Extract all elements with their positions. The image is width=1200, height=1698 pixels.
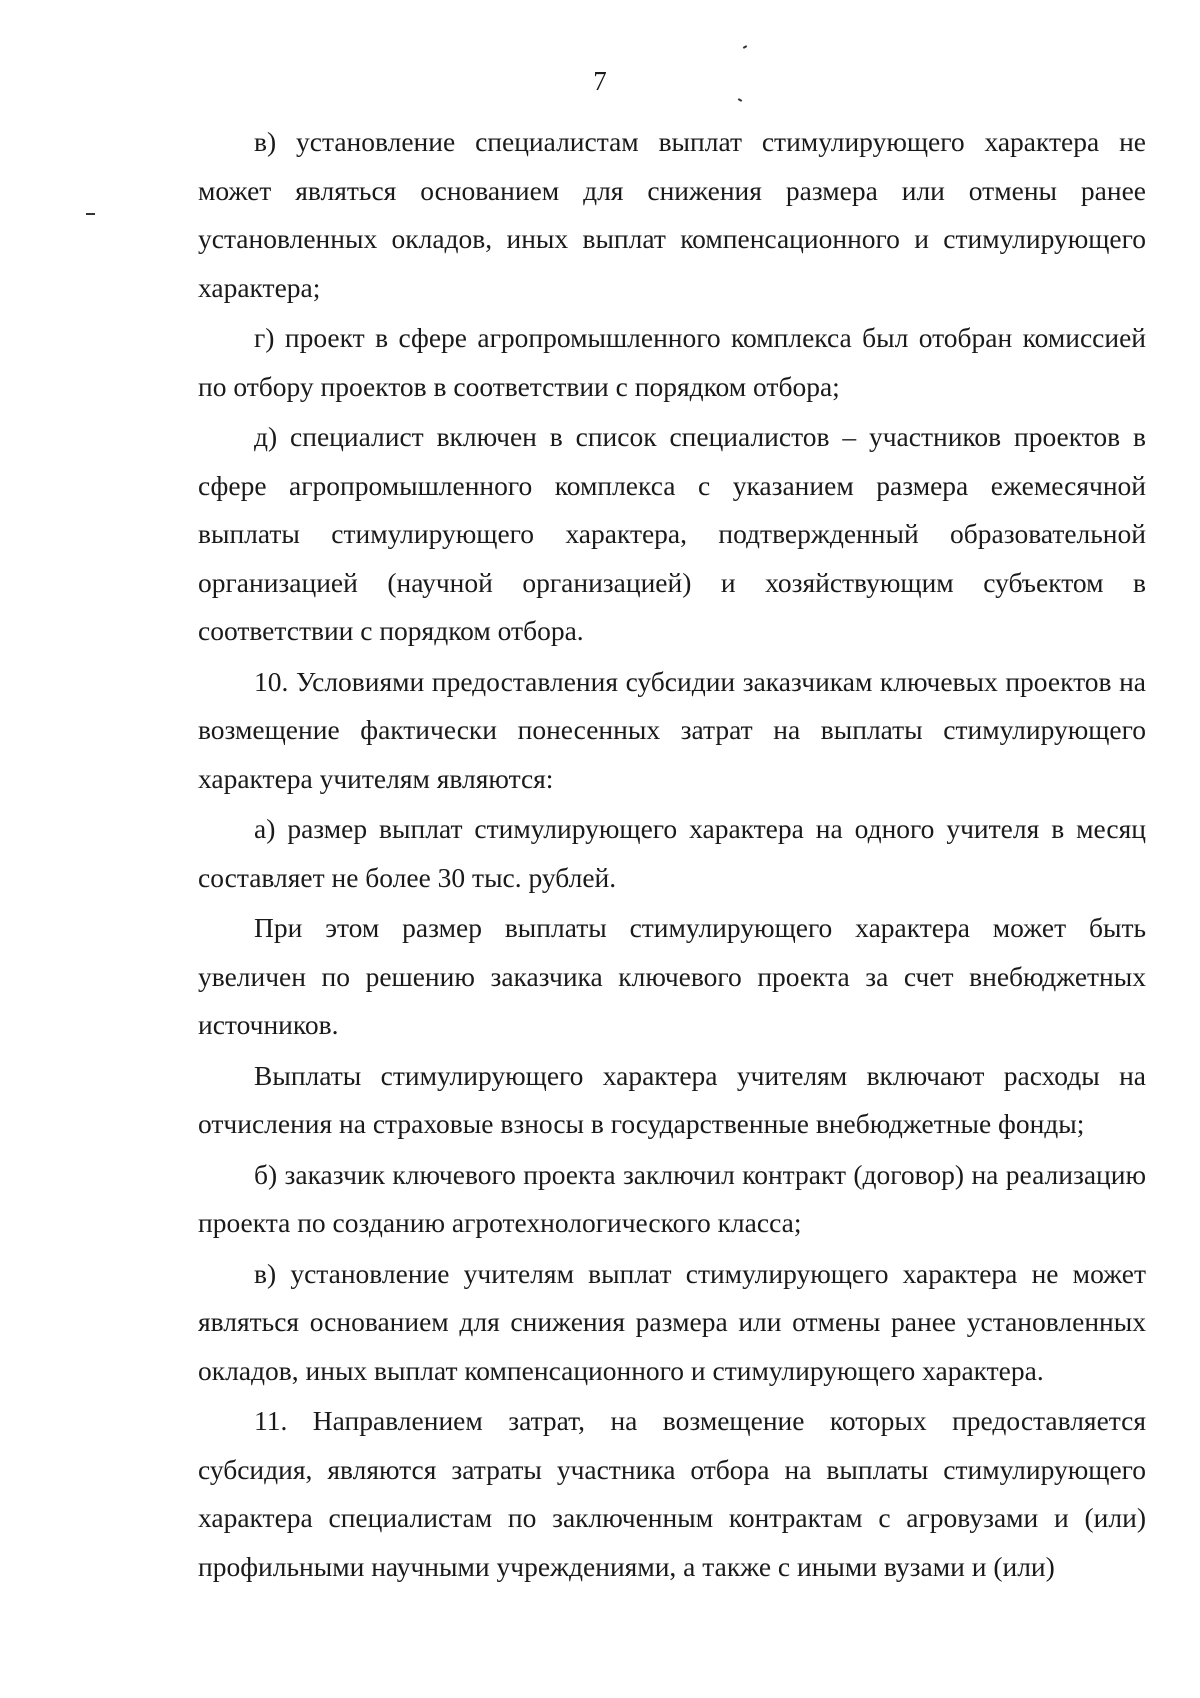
paragraph-payment-increase: При этом размер выплаты стимулирующего характера может быть увеличен по решению заказчика ключевого проекта за счет внебюджетных источников. (198, 912, 1146, 1040)
paragraph-10-conditions: 10. Условиями предоставления субсидии заказчикам ключевых проектов на возмещение фактически понесенных затрат на выплаты стимулирующего характера учителям являются: (198, 665, 1146, 794)
paragraph-d-specialist-list: д) специалист включен в список специалистов – участников проектов в сфере агропромышленного комплекса с указанием размера ежемесячной выплаты стимулирующего характера, подтвержденный образовательной организацией (научной организацией) и хозяйствующим субъектом в соответствии с порядком отбора. (198, 421, 1146, 646)
paragraph-insurance-contributions: Выплаты стимулирующего характера учителям включают расходы на отчисления на страховые взносы в государственные внебюджетные фонды; (198, 1059, 1146, 1139)
paragraph-b-contract: б) заказчик ключевого проекта заключил контракт (договор) на реализацию проекта по созданию агротехнологического класса; (198, 1158, 1146, 1238)
paragraph-11-cost-direction: 11. Направлением затрат, на возмещение которых предоставляется субсидия, являются затраты участника отбора на выплаты стимулирующего характера специалистам по заключенным контрактам с агровузами и (или) профильными научными учреждениями, а также с иными вузами и (или) (198, 1405, 1146, 1582)
document-body (198, 118, 1146, 1591)
scan-mark (86, 213, 95, 215)
paragraph-v-specialists: в) установление специалистам выплат стимулирующего характера не может являться основанием для снижения размера или отмены ранее установленных окладов, иных выплат компенсационного и стимулирующего характера; (198, 126, 1146, 303)
paragraph-v-teachers: в) установление учителям выплат стимулирующего характера не может являться основанием для снижения размера или отмены ранее установленных окладов, иных выплат компенсационного и стимулирующего характера. (198, 1257, 1146, 1386)
page-number: 7 (593, 66, 607, 96)
paragraph-a-payment-size: а) размер выплат стимулирующего характера на одного учителя в месяц составляет не более 30 тыс. рублей. (198, 813, 1146, 893)
scan-mark (738, 98, 742, 102)
paragraph-g-project-selection: г) проект в сфере агропромышленного комплекса был отобран комиссией по отбору проектов в соответствии с порядком отбора; (198, 322, 1146, 402)
scan-mark (743, 45, 747, 49)
